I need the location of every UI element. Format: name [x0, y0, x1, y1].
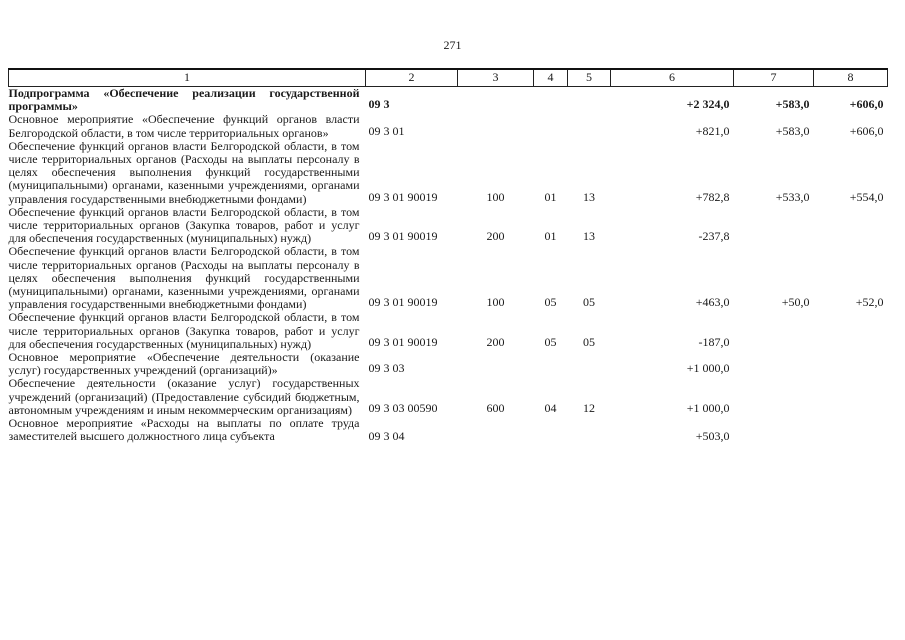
- row-section: [534, 351, 568, 377]
- row-description: Обеспечение деятельности (оказание услуг) государственных учреждений (организаций) (Предоставление субсидий бюджетным, автономным учреждениям и иным некоммерческим организациям): [8, 376, 360, 417]
- table-row: [9, 311, 888, 351]
- row-amount-col6: +463,0: [695, 295, 730, 310]
- row-expense-type: [458, 351, 534, 377]
- row-amount-col8: [814, 351, 888, 377]
- row-section: 05: [544, 334, 557, 349]
- row-amount-col7: [734, 311, 814, 351]
- row-expense-type: 200: [486, 334, 505, 349]
- row-amount-col8: +606,0: [849, 97, 884, 112]
- row-amount-col6: -187,0: [698, 334, 730, 349]
- col-header: 5: [568, 69, 611, 87]
- row-amount-col7: [734, 377, 814, 417]
- row-description: Обеспечение функций органов власти Белгородской области, в том числе территориальных органов (Закупка товаров, работ и услуг для обеспечения государственных (муниципальных) нужд): [8, 310, 360, 351]
- row-amount-col8: +52,0: [855, 295, 884, 310]
- row-amount-col6: +2 324,0: [686, 97, 730, 112]
- row-amount-col8: [814, 206, 888, 246]
- row-code: 09 3 01: [368, 123, 405, 138]
- row-section: 01: [544, 189, 557, 204]
- row-code: 09 3 01 90019: [368, 295, 438, 310]
- row-subsection: 05: [583, 334, 595, 349]
- row-section: [534, 87, 568, 114]
- col-header: 7: [734, 69, 814, 87]
- row-subsection: 05: [583, 295, 595, 310]
- row-code: 09 3 01 90019: [368, 334, 438, 349]
- row-description: Обеспечение функций органов власти Белгородской области, в том числе территориальных органов (Расходы на выплаты персоналу в целях обеспечения выполнения функций государственными (муниципальными) органами, казенными учреждениями, органами управления государственными внебюджетными фондами): [8, 138, 360, 206]
- table-body: [9, 87, 888, 446]
- row-description: Основное мероприятие «Расходы на выплаты по оплате труда заместителей высшего должностного лица субъекта: [8, 417, 360, 444]
- row-amount-col7: +583,0: [775, 123, 810, 138]
- row-amount-col6: +503,0: [695, 428, 730, 443]
- row-description: Основное мероприятие «Обеспечение функций органов власти Белгородской области, в том числе территориальных органов»: [8, 112, 360, 140]
- row-subsection: [568, 417, 611, 445]
- row-section: 04: [544, 400, 557, 415]
- row-amount-col6: +821,0: [695, 123, 730, 138]
- row-amount-col6: +1 000,0: [686, 400, 730, 415]
- row-expense-type: [458, 417, 534, 445]
- row-expense-type: [458, 113, 534, 139]
- row-amount-col8: +606,0: [849, 123, 884, 138]
- col-header: 3: [458, 69, 534, 87]
- budget-table: [8, 68, 888, 445]
- row-section: [534, 417, 568, 445]
- header-row: [9, 69, 888, 87]
- row-code: 09 3 01 90019: [368, 189, 438, 204]
- row-subsection: 13: [583, 229, 595, 244]
- row-code: 09 3 04: [368, 428, 405, 443]
- row-expense-type: 600: [486, 400, 505, 415]
- row-amount-col8: +554,0: [849, 189, 884, 204]
- row-code: 09 3 03 00590: [368, 400, 438, 415]
- row-amount-col7: +50,0: [781, 295, 810, 310]
- row-description: Обеспечение функций органов власти Белгородской области, в том числе территориальных органов (Расходы на выплаты персоналу в целях обеспечения выполнения функций государственными (муниципальными) органами, казенными учреждениями, органами управления государственными внебюджетными фондами): [8, 244, 360, 312]
- table-row: [9, 245, 888, 311]
- row-amount-col7: [734, 417, 814, 445]
- row-expense-type: 200: [486, 229, 505, 244]
- row-expense-type: [458, 87, 534, 114]
- row-amount-col7: [734, 351, 814, 377]
- row-subsection: 13: [583, 189, 595, 204]
- row-amount-col8: [814, 417, 888, 445]
- row-section: 05: [544, 295, 557, 310]
- table-row: [9, 113, 888, 139]
- row-amount-col6: -237,8: [698, 229, 730, 244]
- row-subsection: 12: [583, 400, 595, 415]
- page-number: 271: [443, 38, 462, 52]
- row-description: Подпрограмма «Обеспечение реализации государственной программы»: [8, 86, 360, 114]
- row-amount-col6: +1 000,0: [686, 361, 730, 376]
- row-description: Обеспечение функций органов власти Белгородской области, в том числе территориальных органов (Закупка товаров, работ и услуг для обеспечения государственных (муниципальных) нужд): [8, 204, 360, 246]
- row-expense-type: 100: [486, 295, 505, 310]
- row-amount-col8: [814, 311, 888, 351]
- col-header: 4: [534, 69, 568, 87]
- row-code: 09 3: [368, 97, 390, 112]
- table-row: [9, 377, 888, 417]
- row-code: 09 3 01 90019: [368, 229, 438, 244]
- row-subsection: [568, 87, 611, 114]
- col-header: 2: [366, 69, 458, 87]
- table-row: [9, 87, 888, 114]
- row-amount-col7: +583,0: [775, 97, 810, 112]
- row-code: 09 3 03: [368, 361, 405, 376]
- table-row: [9, 206, 888, 246]
- table-row: [9, 351, 888, 377]
- row-description: Основное мероприятие «Обеспечение деятельности (оказание услуг) государственных учреждений (организаций)»: [8, 350, 360, 378]
- row-expense-type: 100: [486, 189, 505, 204]
- row-section: [534, 113, 568, 139]
- col-header: 1: [9, 69, 366, 87]
- row-section: 01: [544, 229, 557, 244]
- row-subsection: [568, 113, 611, 139]
- row-amount-col7: [734, 206, 814, 246]
- row-amount-col8: [814, 377, 888, 417]
- table-row: [9, 417, 888, 445]
- col-header: 6: [611, 69, 734, 87]
- row-amount-col7: +533,0: [775, 189, 810, 204]
- row-amount-col6: +782,8: [695, 189, 730, 204]
- col-header: 8: [814, 69, 888, 87]
- table-row: [9, 140, 888, 206]
- row-subsection: [568, 351, 611, 377]
